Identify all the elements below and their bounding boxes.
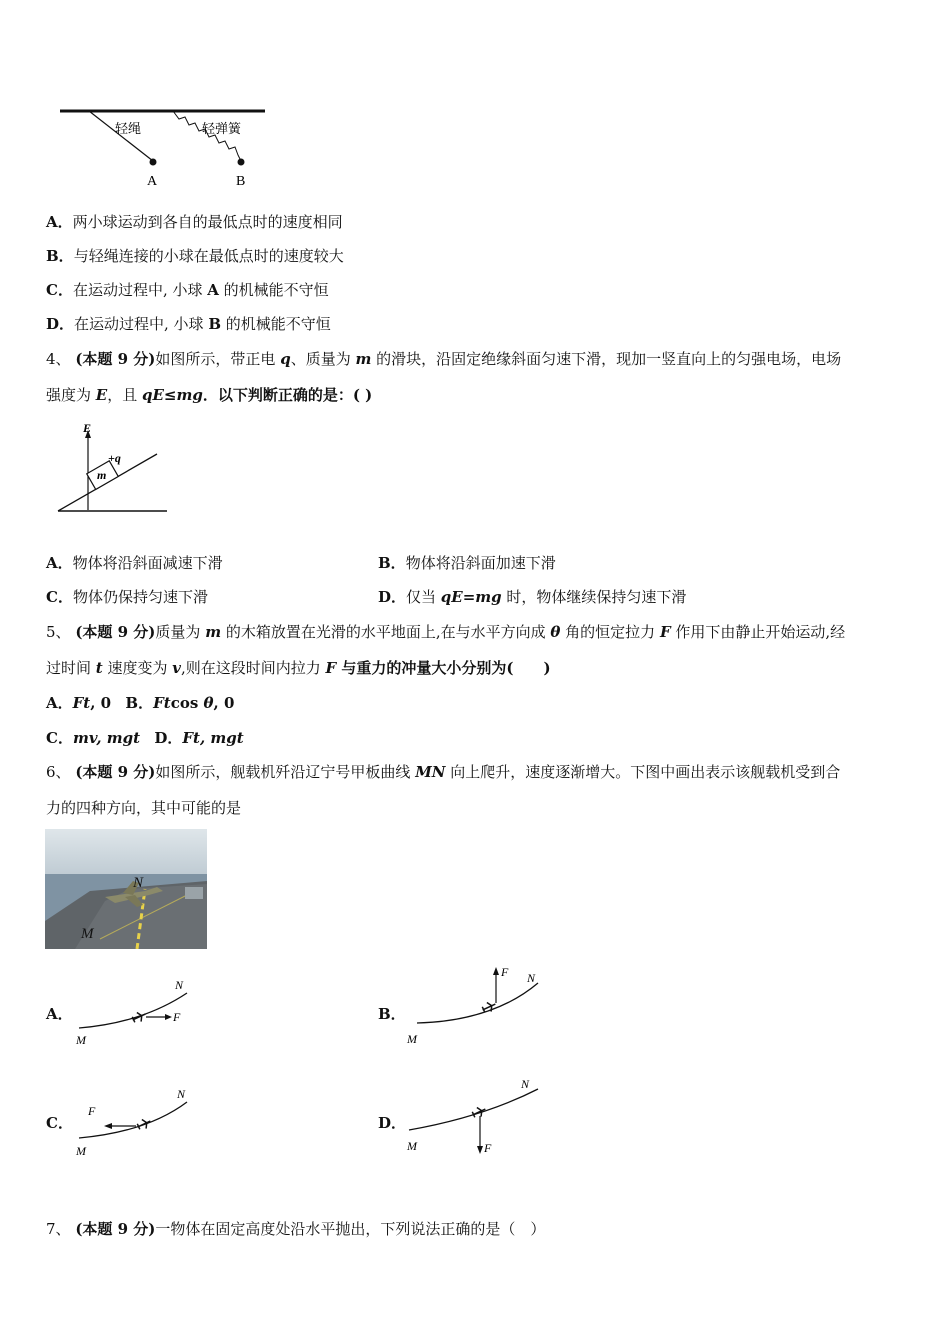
q4-stem-line2: 强度为 E，且 qE≤mg．以下判断正确的是：( )	[46, 386, 373, 404]
q5-options-ab: A．Ft, 0 B．Ftcos θ, 0	[46, 694, 235, 712]
optA-m: M	[76, 1033, 86, 1047]
ball-b-label: B	[236, 174, 246, 189]
q4-option-b: B．物体将沿斜面加速下滑	[378, 554, 556, 572]
incline-field-figure	[55, 418, 175, 518]
optD-n: N	[521, 1077, 530, 1091]
q6-stem-line1: 6、 (本题 9 分)如图所示，舰载机歼沿辽宁号甲板曲线 MN 向上爬升，速度逐渐增大。下图中画出表示该舰载机受到合	[46, 763, 841, 781]
optC-m: M	[76, 1144, 86, 1158]
plane-icon	[136, 1117, 153, 1132]
optA-n: N	[175, 978, 184, 992]
q6-option-a-label: A．	[46, 1005, 73, 1023]
q4-option-d: D．仅当 qE=mg 时，物体继续保持匀速下滑	[378, 588, 687, 606]
rope-label: 轻绳	[115, 121, 142, 136]
ball-a	[150, 159, 157, 166]
plane-icon	[131, 1010, 148, 1025]
q5-stem-line1: 5、 (本题 9 分)质量为 m 的木箱放置在光滑的水平地面上,在与水平方向成 θ 角的恒定拉力 F 作用下由静止开始运动,经	[46, 623, 846, 641]
optD-f: F	[484, 1141, 492, 1155]
carrier-photo	[45, 829, 207, 949]
rope-spring-figure	[55, 103, 275, 193]
q6-stem-line2: 力的四种方向，其中可能的是	[46, 799, 242, 817]
q5-stem-line2: 过时间 t 速度变为 v,则在这段时间内拉力 F 与重力的冲量大小分别为( )	[46, 659, 551, 677]
q3-option-d: D．在运动过程中, 小球 B 的机械能不守恒	[46, 315, 331, 333]
q6-option-d-label: D．	[378, 1114, 407, 1132]
q6-option-b-label: B．	[378, 1005, 406, 1023]
optB-f: F	[501, 965, 509, 979]
rope-line	[89, 111, 153, 161]
q6-option-a-figure	[72, 976, 202, 1051]
ball-b	[238, 159, 245, 166]
optB-n: N	[527, 971, 536, 985]
charge-label: +q	[108, 451, 121, 465]
ball-a-label: A	[147, 174, 158, 189]
optC-n: N	[177, 1087, 186, 1101]
plane-icon	[471, 1105, 488, 1120]
optB-m: M	[407, 1032, 417, 1046]
q6-option-c-figure	[72, 1082, 202, 1162]
spring-label: 轻弹簧	[202, 121, 242, 136]
optA-f: F	[173, 1010, 181, 1024]
q3-option-b: B．与轻绳连接的小球在最低点时的速度较大	[46, 247, 344, 265]
q3-option-a: A．两小球运动到各自的最低点时的速度相同	[46, 213, 343, 231]
photo-m-label: M	[81, 926, 94, 942]
q4-option-a: A．物体将沿斜面减速下滑	[46, 554, 223, 572]
photo-n-label: N	[133, 875, 144, 891]
spring-line	[173, 111, 241, 161]
mass-label: m	[97, 468, 107, 482]
q4-option-c: C．物体仍保持匀速下滑	[46, 588, 208, 606]
q7-stem: 7、 (本题 9 分)一物体在固定高度处沿水平抛出，下列说法正确的是（ ）	[46, 1220, 546, 1238]
q6-option-d-figure	[403, 1072, 548, 1162]
optC-f: F	[88, 1104, 96, 1118]
q6-option-c-label: C．	[46, 1114, 73, 1132]
q5-options-cd: C．mv, mgt D．Ft, mgt	[46, 729, 244, 747]
e-label: E	[83, 421, 92, 435]
optD-m: M	[407, 1139, 417, 1153]
q4-stem-line1: 4、 (本题 9 分)如图所示，带正电 q、质量为 m 的滑块，沿固定绝缘斜面匀速下滑，现加一竖直向上的匀强电场，电场	[46, 350, 842, 368]
q6-option-b-figure	[403, 963, 548, 1048]
q3-option-c: C．在运动过程中, 小球 A 的机械能不守恒	[46, 281, 329, 299]
